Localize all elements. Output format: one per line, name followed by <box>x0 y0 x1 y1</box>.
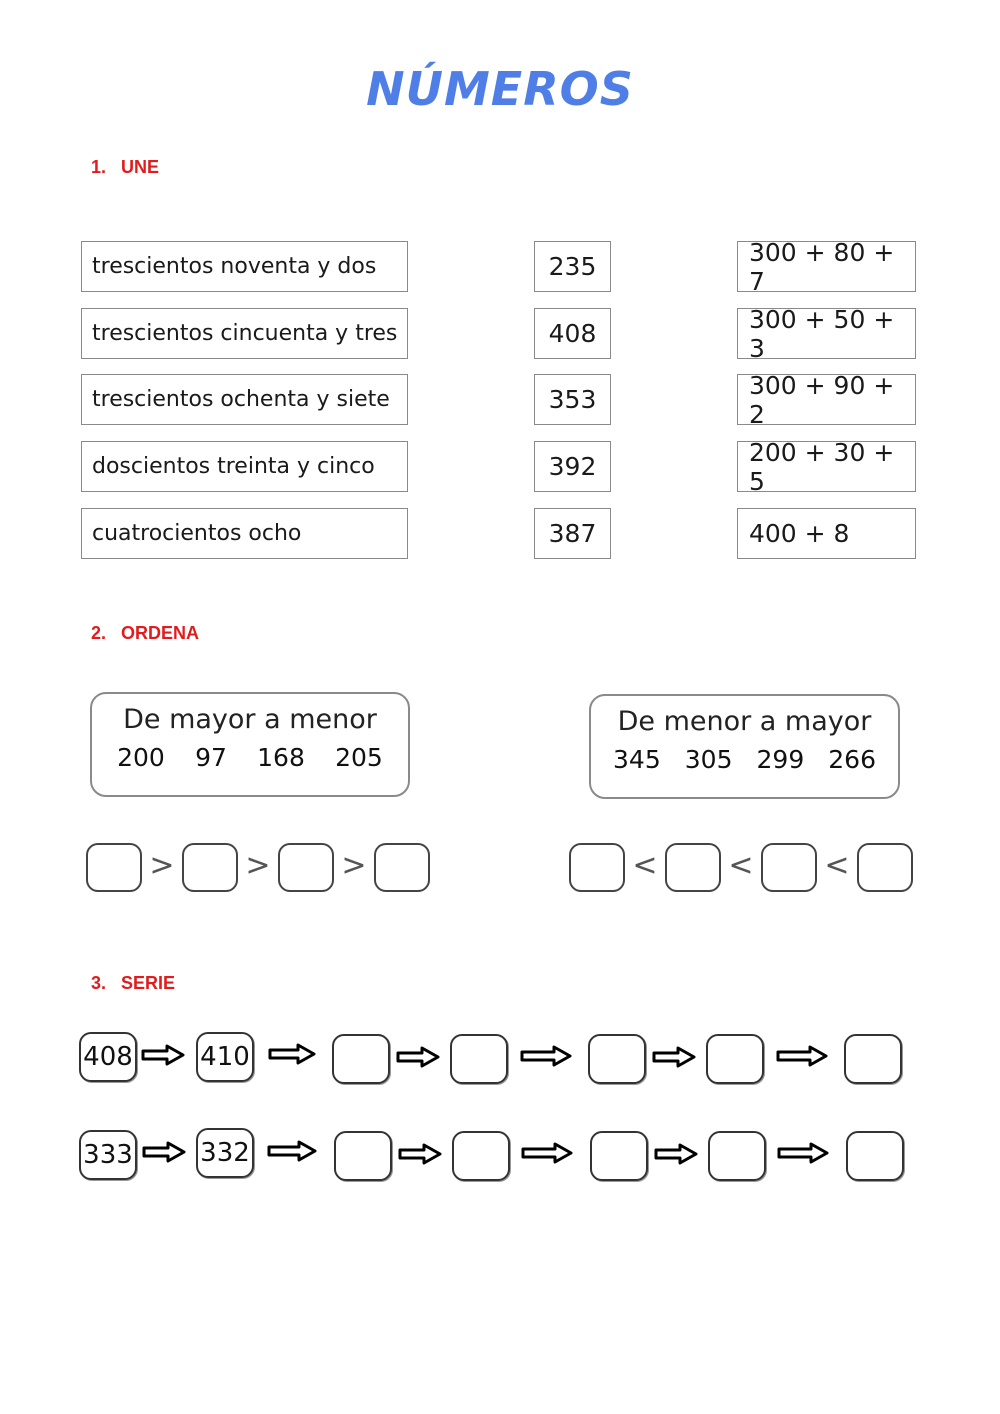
right-arrow-icon <box>142 1141 186 1163</box>
series-box[interactable] <box>844 1034 902 1084</box>
order-value: 345 <box>613 745 661 774</box>
number-cell[interactable]: 353 <box>534 374 611 425</box>
greater-than-sign: > <box>341 848 367 883</box>
right-arrow-icon <box>776 1045 828 1067</box>
sum-cell[interactable]: 300 + 80 + 7 <box>737 241 916 292</box>
answer-blank[interactable] <box>374 843 430 892</box>
series-box[interactable]: 410 <box>196 1032 254 1082</box>
section-label: UNE <box>121 157 160 177</box>
answer-blank[interactable] <box>665 843 721 892</box>
word-cell[interactable]: doscientos treinta y cinco <box>81 441 408 492</box>
series-box[interactable] <box>334 1131 392 1181</box>
number-cell[interactable]: 235 <box>534 241 611 292</box>
right-arrow-icon <box>398 1143 442 1165</box>
section-heading-serie <box>91 973 175 994</box>
right-arrow-icon <box>267 1140 317 1162</box>
order-box-label: De mayor a menor <box>123 704 377 735</box>
order-value: 97 <box>195 743 227 772</box>
answer-blank[interactable] <box>569 843 625 892</box>
series-box[interactable] <box>846 1131 904 1181</box>
section-heading-ordena <box>91 623 199 644</box>
number-cell[interactable]: 392 <box>534 441 611 492</box>
order-box-descending <box>90 692 410 797</box>
series-box[interactable] <box>450 1034 508 1084</box>
right-arrow-icon <box>141 1044 185 1066</box>
word-cell[interactable]: trescientos ochenta y siete <box>81 374 408 425</box>
order-value: 168 <box>257 743 305 772</box>
page-title: NÚMEROS <box>366 62 634 116</box>
word-cell[interactable]: trescientos cincuenta y tres <box>81 308 408 359</box>
right-arrow-icon <box>521 1142 573 1164</box>
right-arrow-icon <box>396 1046 440 1068</box>
less-than-sign: < <box>728 848 754 883</box>
order-box-values <box>591 745 898 774</box>
answer-blank[interactable] <box>761 843 817 892</box>
series-box[interactable]: 408 <box>79 1032 137 1082</box>
less-than-sign: < <box>632 848 658 883</box>
series-box[interactable] <box>708 1131 766 1181</box>
order-box-values <box>92 743 408 772</box>
order-box-label: De menor a mayor <box>617 706 872 737</box>
answer-blank[interactable] <box>278 843 334 892</box>
series-box[interactable] <box>332 1034 390 1084</box>
right-arrow-icon <box>652 1046 696 1068</box>
order-value: 299 <box>756 745 805 774</box>
word-cell[interactable]: trescientos noventa y dos <box>81 241 408 292</box>
word-cell[interactable]: cuatrocientos ocho <box>81 508 408 559</box>
sum-cell[interactable]: 300 + 50 + 3 <box>737 308 916 359</box>
sum-cell[interactable]: 400 + 8 <box>737 508 916 559</box>
section-label: ORDENA <box>121 623 200 643</box>
number-cell[interactable]: 387 <box>534 508 611 559</box>
series-box[interactable] <box>706 1034 764 1084</box>
answer-blank[interactable] <box>86 843 142 892</box>
right-arrow-icon <box>268 1043 316 1065</box>
section-label: SERIE <box>121 973 176 993</box>
right-arrow-icon <box>654 1143 698 1165</box>
series-box[interactable] <box>588 1034 646 1084</box>
section-heading-une <box>91 157 159 178</box>
series-box[interactable] <box>590 1131 648 1181</box>
section-number: 2. <box>91 623 107 643</box>
right-arrow-icon <box>777 1142 829 1164</box>
right-arrow-icon <box>520 1045 572 1067</box>
section-number: 1. <box>91 157 107 177</box>
order-box-ascending <box>589 694 900 799</box>
greater-than-sign: > <box>245 848 271 883</box>
series-box[interactable]: 333 <box>79 1130 137 1180</box>
order-value: 305 <box>684 745 733 774</box>
order-value: 205 <box>335 743 383 772</box>
answer-blank[interactable] <box>182 843 238 892</box>
sum-cell[interactable]: 300 + 90 + 2 <box>737 374 916 425</box>
order-value: 266 <box>828 745 876 774</box>
order-value: 200 <box>117 743 165 772</box>
series-box[interactable] <box>452 1131 510 1181</box>
number-cell[interactable]: 408 <box>534 308 611 359</box>
series-box[interactable]: 332 <box>196 1128 254 1178</box>
sum-cell[interactable]: 200 + 30 + 5 <box>737 441 916 492</box>
less-than-sign: < <box>824 848 850 883</box>
answer-blank[interactable] <box>857 843 913 892</box>
greater-than-sign: > <box>149 848 175 883</box>
section-number: 3. <box>91 973 107 993</box>
